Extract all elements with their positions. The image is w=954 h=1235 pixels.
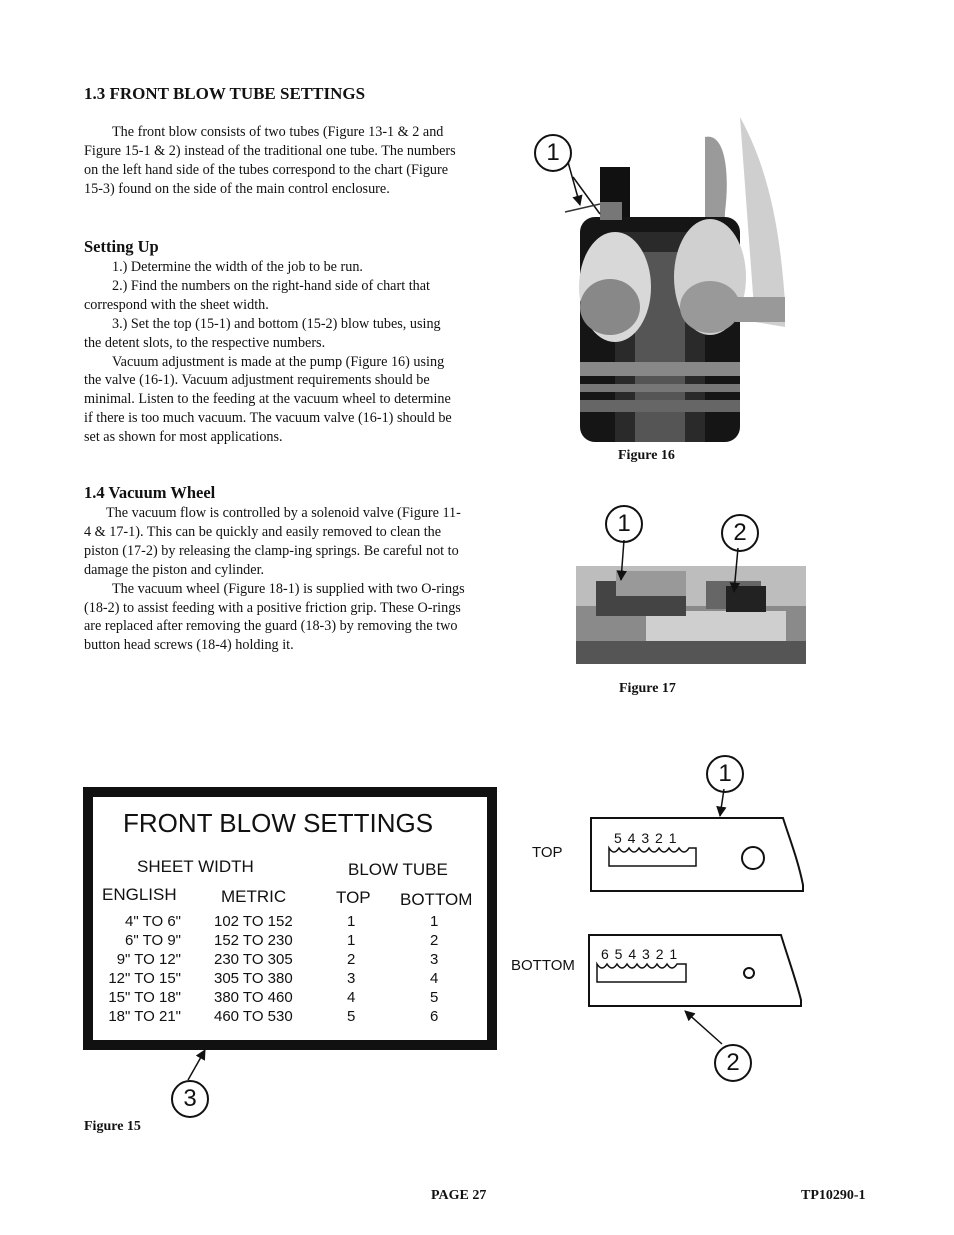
- step-3: 3.) Set the top (15-1) and bottom (15-2) blow tubes, using the detent slots, to the respective numbers.: [84, 315, 441, 351]
- step-1: 1.) Determine the width of the job to be run.: [112, 259, 363, 275]
- setting-up-heading: Setting Up: [84, 237, 159, 256]
- chart-cell-bottom: 2: [430, 932, 439, 949]
- chart-english-header: ENGLISH: [102, 885, 177, 904]
- document-id: TP10290-1: [801, 1188, 866, 1203]
- figure-16-caption: Figure 16: [618, 448, 675, 463]
- chart-cell-metric: 305 TO 380: [214, 970, 293, 987]
- chart-cell-top: 2: [347, 951, 356, 968]
- figure-17-callout-1: 1: [605, 505, 643, 543]
- figure-17-caption: Figure 17: [619, 681, 676, 696]
- chart-cell-bottom: 6: [430, 1008, 439, 1025]
- chart-cell-english: 6" TO 9": [125, 932, 181, 949]
- fig16-leader: [568, 162, 580, 205]
- figure-16-callout-1: 1: [534, 134, 572, 172]
- fig17-leader-2: [734, 548, 738, 592]
- chart-sheet-width: SHEET WIDTH: [137, 857, 254, 876]
- fig17-leader-1: [621, 540, 624, 580]
- tube-top-numbers: 5 4 3 2 1: [614, 830, 678, 846]
- vacuum-wheel-para-2: The vacuum wheel (Figure 18-1) is supplied with two O-rings (18-2) to assist feeding with a positive friction grip. These O-rings are replaced after removing the guard (18-3) by removing the two button head screws (18-4) holding it.: [84, 580, 465, 654]
- chart-cell-metric: 152 TO 230: [214, 932, 293, 949]
- tube-bottom-label: BOTTOM: [511, 957, 575, 974]
- top-tube-plate: [591, 818, 803, 891]
- intro-paragraph: The front blow consists of two tubes (Figure 13-1 & 2 and Figure 15-1 & 2) instead of the traditional one tube. The numbers on the left hand side of the tubes correspond to the chart (Figure 15-3) found on the side of the main control enclosure.: [84, 124, 456, 197]
- bottom-hole-icon: [744, 968, 754, 978]
- chart-cell-english: 9" TO 12": [116, 951, 181, 968]
- chart-cell-top: 1: [347, 913, 356, 930]
- chart-cell-bottom: 5: [430, 989, 439, 1006]
- tube-leader-2: [685, 1011, 722, 1044]
- section-heading-1-4: 1.4 Vacuum Wheel: [84, 483, 216, 502]
- bottom-tube-plate: [589, 935, 801, 1006]
- page-number: PAGE 27: [431, 1188, 487, 1203]
- chart-cell-top: 1: [347, 932, 356, 949]
- chart-title: FRONT BLOW SETTINGS: [123, 808, 434, 838]
- chart-cell-english: 15" TO 18": [108, 989, 181, 1006]
- chart-metric-header: METRIC: [221, 887, 287, 906]
- chart-cell-metric: 230 TO 305: [214, 951, 293, 968]
- chart-cell-bottom: 1: [430, 913, 439, 930]
- tube-callout-1: 1: [706, 755, 744, 793]
- chart-top-header: TOP: [336, 888, 371, 907]
- tube-bottom-numbers: 6 5 4 3 2 1: [601, 946, 679, 962]
- chart-cell-english: 4" TO 6": [125, 913, 181, 930]
- tube-leader-1: [720, 789, 724, 816]
- chart-blow-tube: BLOW TUBE: [348, 860, 448, 879]
- top-detent-slots: [609, 848, 696, 866]
- figure-17-callout-2: 2: [721, 514, 759, 552]
- chart-cell-top: 3: [347, 970, 356, 987]
- bottom-detent-slots: [597, 964, 686, 982]
- figure-15-caption: Figure 15: [84, 1119, 141, 1134]
- top-hole-icon: [742, 847, 764, 869]
- chart-cell-metric: 460 TO 530: [214, 1008, 293, 1025]
- tube-top-label: TOP: [532, 844, 563, 861]
- chart-cell-top: 5: [347, 1008, 356, 1025]
- tube-callout-2: 2: [714, 1044, 752, 1082]
- chart-cell-metric: 380 TO 460: [214, 989, 293, 1006]
- chart-cell-top: 4: [347, 989, 356, 1006]
- chart-bottom-header: BOTTOM: [400, 890, 473, 909]
- fig15-leader-3: [188, 1050, 205, 1080]
- figure-15-callout-3: 3: [171, 1080, 209, 1118]
- chart-cell-bottom: 4: [430, 970, 439, 987]
- chart-cell-bottom: 3: [430, 951, 439, 968]
- section-heading-1-3: 1.3 FRONT BLOW TUBE SETTINGS: [84, 84, 366, 103]
- step-2: 2.) Find the numbers on the right-hand side of chart that correspond with the sheet width.: [84, 277, 430, 313]
- vacuum-wheel-para-1: The vacuum flow is controlled by a solenoid valve (Figure 11-4 & 17-1). This can be quickly and easily removed to clean the piston (17-2) by releasing the clamp-ing springs. Be careful not to damage the piston and cylinder.: [84, 505, 461, 578]
- chart-cell-metric: 102 TO 152: [214, 913, 293, 930]
- chart-cell-english: 12" TO 15": [108, 970, 181, 987]
- vacuum-paragraph: Vacuum adjustment is made at the pump (Figure 16) using the valve (16-1). Vacuum adjustment requirements should be minimal. Listen to the feeding at the vacuum wheel to determine if there is too much vacuum. The vacuum valve (16-1) should be set as shown for most applications.: [84, 353, 452, 446]
- chart-cell-english: 18" TO 21": [108, 1008, 181, 1025]
